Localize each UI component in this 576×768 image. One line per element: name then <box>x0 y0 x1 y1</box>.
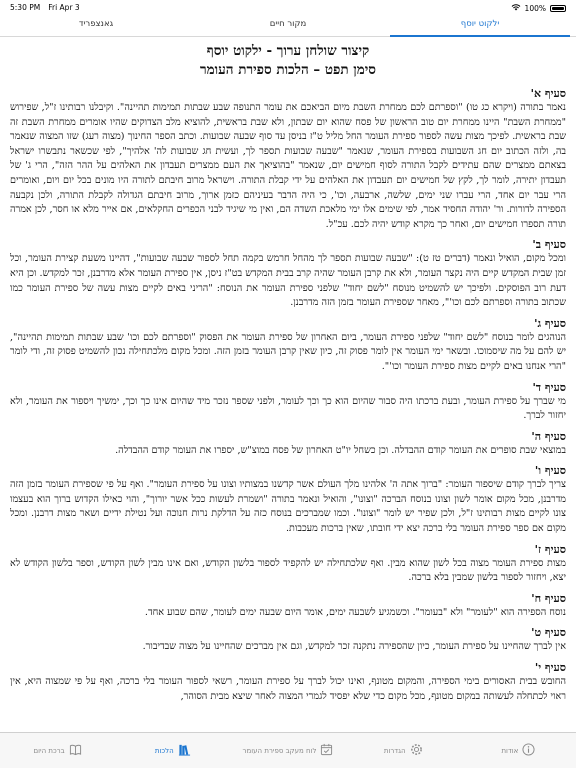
section-heading: סעיף ה' <box>531 429 566 443</box>
nav-settings-label: הגדרות <box>383 746 406 755</box>
section-heading: סעיף ח' <box>531 591 566 605</box>
nav-about[interactable] <box>461 733 576 768</box>
section-text: הנוהגים לומר בנוסח "לשם יחוד" שלפני ספירת העומר, ביום האחרון של ספירת העומר את הפסוק "וספרתם לכם וכו' שבע שבתות תמימות תהיינה", יש להם על מה שיסמוכו. ובשאר ימי העומר אין לומר פסוק זה, כיון שאין קרבן העומר בזמן הזה. ומכל מקום מלכתחילה נכון להשמיט פסוק זה, ודי לומר "הרי אנחנו באים לקיים מצות ספירת העומר וכו'". <box>10 331 566 372</box>
document-subtitle: סימן תפט – הלכות ספירת העומר <box>200 62 376 78</box>
nav-daily-blessing-label: ברכת היום <box>33 746 65 755</box>
section-heading: סעיף א' <box>530 87 566 100</box>
nav-daily-blessing[interactable] <box>0 733 115 768</box>
bottom-tab-bar <box>0 732 576 768</box>
tab-mekor-chaim[interactable]: מקור חיים <box>269 19 307 29</box>
status-time: 5:30 PM <box>10 3 41 12</box>
book-icon <box>69 743 82 758</box>
status-bar <box>0 0 576 14</box>
halacha-text-view[interactable] <box>10 40 566 732</box>
settings-gear-icon <box>410 743 423 758</box>
section-heading: סעיף ז' <box>534 542 566 556</box>
nav-omer-calendar[interactable] <box>230 733 345 768</box>
books-icon <box>178 743 191 758</box>
section-text: מצות ספירת העומר מצוה בכל לשון שהוא מבין. ואף שלכתחילה יש להקפיד לספור בלשון הקודש, ואם אינו מבין לשון הקודש, וספר בלשון הקודש לא יצא, ויחזור לספור בלשון שמבין בלא ברכה. <box>10 557 566 584</box>
section-text: אין לברך שהחיינו על ספירת העומר, כיון שהספירה נתקנה זכר למקדש, וגם אין מברכים שהחיינו על מצוה שבדיבור. <box>142 641 566 653</box>
section-text: ומכל מקום, הואיל ונאמר (דברים טז ט): "שבעה שבועות תספר לך מהחל חרמש בקמה תחל לספור שבעה שבועות", דהיינו משעת קצירת העומר, וכל זמן שבית המקדש קיים היה נקצר העומר, ולא את קרבן העומר שהיה קרב בבית המקדש בט"ז ניסן, אין ספירת העומר אלא מדרבנן, זכר למקדש. וכן היא דעת רוב הפוסקים. ולפיכך יש להשמיט מנוסח "לשם יחוד" שלפני ספירת העומר את הנוסח: "הריני באים לקיים מצות עשה של ספירת העומר כמו שכתוב בתורה וספרתם לכם וכו'", מאחר שספירת העומר בזמן הזה מדרבנן. <box>10 253 566 309</box>
section-text: מי שברך על ספירת העומר, ובעת ברכתו היה סבור שהיום הוא כך וכך לעומר, ולפני שספר נזכר מיד שהיום אינו כך וכך, ימשיך ויספור את העומר, ולא יחזור לברך. <box>10 395 566 422</box>
status-date: Fri Apr 3 <box>48 3 80 12</box>
nav-halachot-label: הלכות <box>154 746 174 755</box>
battery-percent: 100% <box>524 3 546 13</box>
section-heading: סעיף ג' <box>534 316 566 330</box>
battery-icon <box>550 5 566 12</box>
info-icon <box>522 743 535 758</box>
section-text: נוסח הספירה הוא "לעומר" ולא "בעומר". וכשמגיע לשבעה ימים, אומר היום שבעה ימים לעומר, שהם שבוע אחד. <box>144 606 566 618</box>
document-title: קיצור שולחן ערוך - ילקוט יוסף <box>206 43 370 59</box>
section-text: נאמר בתורה (ויקרא כג טו) "וספרתם לכם ממחרת השבת מיום הביאכם את עומר התנופה שבע שבתות תמימות תהיינה". וקיבלנו רבותינו ז"ל, שפירוש "ממחרת השבת" היינו ממחרת יום טוב הראשון של פסח שהוא יום שבתון, ולא שבת בראשית, להוציא מלב הצדוקים שהיו אומרים ממחרת השבת זה שבת בראשית. לפיכך מצות עשה לספור ספירת העומר החל מליל ט"ז בניסן עד סוף שבעה שבועות. וכתב הספר החינוך (מצוה רעג) שזו המצוה שנאמר בה, ולזה הכתוב יום חג השבועות בספירת העומר, שנאמר "שבעה שבועות תספר לך, ועשית חג שבועות לה' אלהיך", לפי שכשאר נתבשרו ישראל בצאתם ממצרים שהם עתידים לקבל התורה לסוף חמישים יום, שנאמר "בהוציאך את העם ממצרים תעבדון את האלהים על ההר הזה", הרי ג' של תעבדון יתירה, לומר לך, לקץ של חמישים יום תעבדון את האלהים על ידי קבלת התורה. וישראל מרוב חיבתם לתורה היו מונים בכל יום ויום, ואומרים הרי עבר יום אחד, הרי עברו שני ימים, שלשה, ארבעה, וכו', כי היה הדבר בעיניהם כזמן ארוך, מרוב חיבתם הגדולה לקבלת התורה, ולכן נקבעה הספירה לדורות. ור' יהודה החסיד אמר, לפי שימים אלו ימי מלאכת השדה הם, ואין מי שיגיד לבני הכפרים החקלאים, אם אייר מלא או חסר, לכן אמרה תורה תספרו חמישים יום, ואחר כך מקרא קודש יהיה לכם. עכ"ל. <box>10 102 566 230</box>
section-text: צריך לברך קודם שיספור העומר: "ברוך אתה ה' אלהינו מלך העולם אשר קדשנו במצותיו וצונו על ספירת העומר". ואף על פי שספירת העומר בזמן הזה מדרבנן, מכל מקום אומר לשון וצונו בנוסח הברכה "וצונו", והואיל ונאמר בתורה "ושמרת לעשות ככל אשר יורוך", והוי כאילו הקדוש ברוך הוא בעצמו צונו לקיים מצות רבותינו ז"ל, ולכן שפיר יש לומר "וצונו". וכמו שמברכים בנוסח כזה על הדלקת נרות חנוכה ועל נטילת ידיים ושאר מצות דרבנן. ומכל מקום אם ספר ספירת העומר בלי ברכה יצא ידי חובתו, שאין ברכות מעכבות. <box>10 479 566 535</box>
nav-settings[interactable] <box>346 733 461 768</box>
nav-omer-calendar-label: לוח מעקב ספירת העומר <box>242 746 317 755</box>
section-heading: סעיף י' <box>534 661 566 675</box>
top-tabs <box>0 14 576 37</box>
nav-about-label: אודות <box>501 746 519 755</box>
section-heading: סעיף ב' <box>532 238 566 252</box>
nav-halachot[interactable] <box>115 733 230 768</box>
section-heading: סעיף ו' <box>534 464 566 478</box>
section-heading: סעיף ד' <box>532 380 566 394</box>
section-text: במוצאי שבת סופרים את העומר קודם ההבדלה. וכן כשחל יו"ט האחרון של פסח במוצ"ש, יספרו את העומר קודם ההבדלה. <box>115 444 566 456</box>
calendar-icon <box>320 743 333 758</box>
tab-yalkut-yosef[interactable]: ילקוט יוסף <box>384 14 576 36</box>
tab-ganzfried[interactable]: גאנצפריד <box>78 19 114 29</box>
section-text: החובש בבית האסורים בימי הספירה, והמקום מטונף, ואינו יכול לברך על ספירת העומר, רשאי לספור העומר בלי ברכה, ואף על פי שמצוה היא, אין ראוי לכתחלה לעשותה במקום מטונף, מכל מקום כדי שלא יפסיד לגמרי המצוה לאחר שיצא מבית הסוהר, <box>10 676 566 702</box>
section-heading: סעיף ט' <box>531 626 566 640</box>
wifi-icon <box>511 3 521 13</box>
